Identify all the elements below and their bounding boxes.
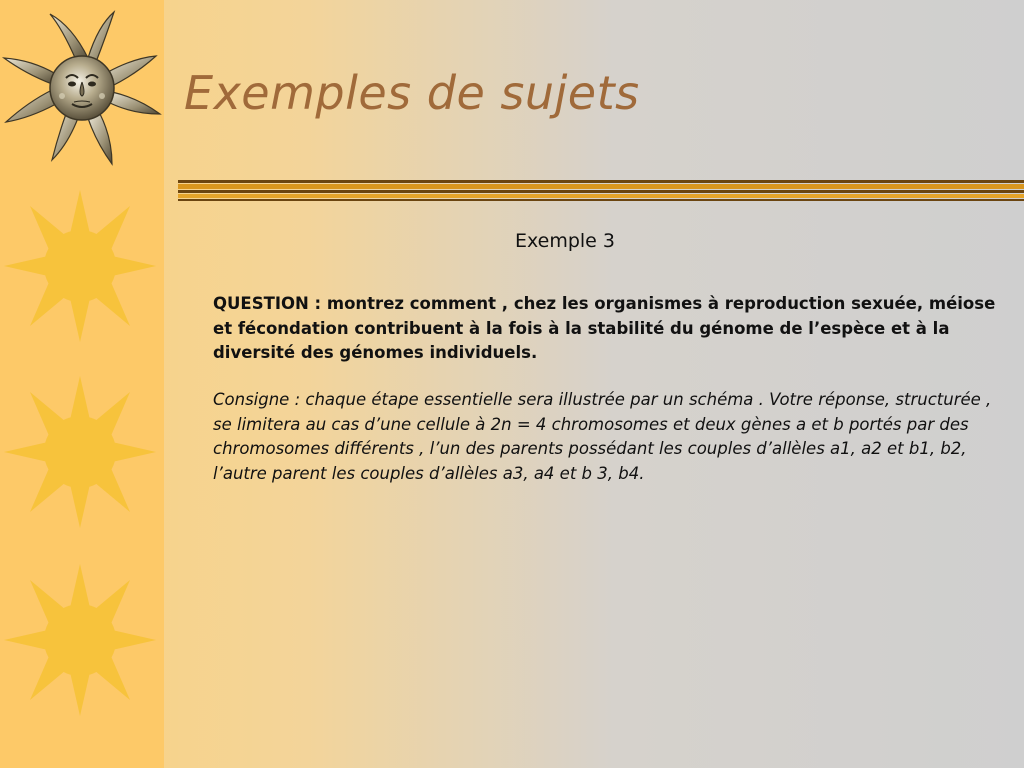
- example-subtitle: Exemple 3: [514, 230, 616, 252]
- metal-sun-face-icon: [0, 6, 164, 170]
- yellow-sun-icon: [0, 186, 164, 350]
- yellow-sun-icon: [0, 372, 164, 536]
- consigne-paragraph: Consigne : chaque étape essentielle sera illustrée par un schéma . Votre réponse, structurée , se limitera au cas d’une cellule à 2n = 4 chromosomes et deux gènes a et b portés par des chromosomes différents , l’un des parents possédant les couples d’allèles a1, a2 et b1, b2, l’autre parent les couples d’allèles a3, a4 et b 3, b4.: [213, 390, 992, 483]
- slide-title: Exemples de sujets: [184, 66, 640, 120]
- question-paragraph: QUESTION : montrez comment , chez les organismes à reproduction sexuée, méiose et fécondation contribuent à la fois à la stabilité du génome de l’espèce et à la diversité des génomes individuels.: [213, 294, 996, 362]
- yellow-sun-icon: [0, 560, 164, 724]
- decorative-sidebar: [0, 0, 164, 768]
- title-divider-rule: [178, 178, 1024, 204]
